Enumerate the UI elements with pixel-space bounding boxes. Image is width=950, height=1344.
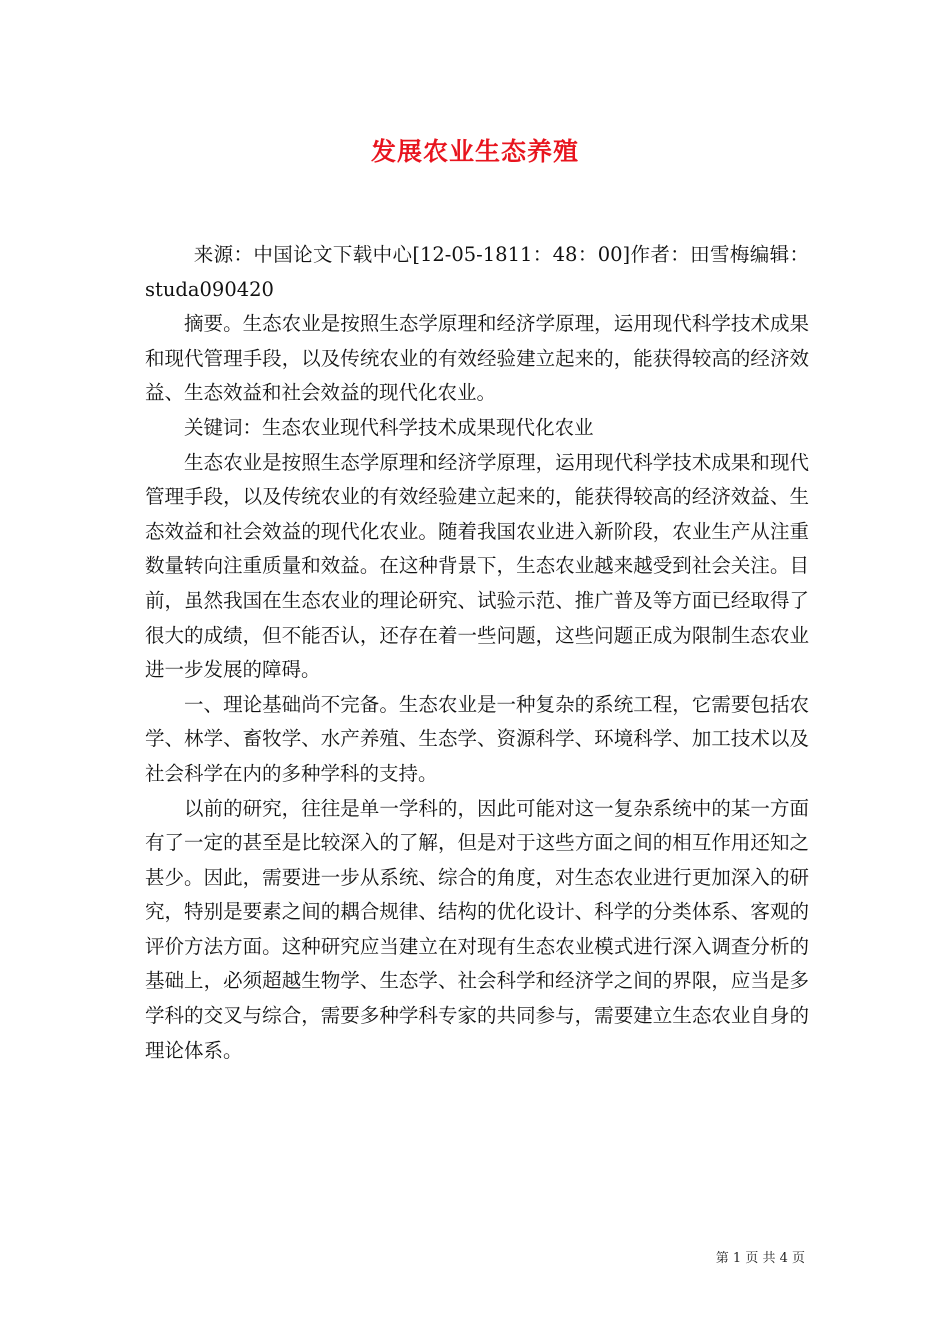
- body-paragraph: 以前的研究，往往是单一学科的，因此可能对这一复杂系统中的某一方面有了一定的甚至是比较深入的了解，但是对于这些方面之间的相互作用还知之甚少。因此，需要进一步从系统、综合的角度，对生态农业进行更加深入的研究，特别是要素之间的耦合规律、结构的优化设计、科学的分类体系、客观的评价方法方面。这种研究应当建立在对现有生态农业模式进行深入调查分析的基础上，必须超越生物学、生态学、社会科学和经济学之间的界限，应当是多学科的交叉与综合，需要多种学科专家的共同参与，需要建立生态农业自身的理论体系。: [145, 796, 809, 1062]
- page-number-footer: 第 1 页 共 4 页: [715, 1251, 805, 1266]
- document-title: 发展农业生态养殖: [370, 137, 579, 166]
- keywords-paragraph: 关键词：生态农业现代科学技术成果现代化农业: [184, 415, 594, 439]
- document-body: [145, 238, 809, 1068]
- source-line: 来源：中国论文下载中心[12-05-1811：48：00]作者：田雪梅编辑：studa090420: [145, 243, 809, 301]
- abstract-paragraph: 摘要。生态农业是按照生态学原理和经济学原理，运用现代科学技术成果和现代管理手段，以及传统农业的有效经验建立起来的，能获得较高的经济效益、生态效益和社会效益的现代化农业。: [145, 312, 809, 405]
- body-paragraph: 一、理论基础尚不完备。生态农业是一种复杂的系统工程，它需要包括农学、林学、畜牧学、水产养殖、生态学、资源科学、环境科学、加工技术以及社会科学在内的多种学科的支持。: [145, 692, 809, 785]
- body-paragraph: 生态农业是按照生态学原理和经济学原理，运用现代科学技术成果和现代管理手段，以及传统农业的有效经验建立起来的，能获得较高的经济效益、生态效益和社会效益的现代化农业。随着我国农业进入新阶段，农业生产从注重数量转向注重质量和效益。在这种背景下，生态农业越来越受到社会关注。目前，虽然我国在生态农业的理论研究、试验示范、推广普及等方面已经取得了很大的成绩，但不能否认，还存在着一些问题，这些问题正成为限制生态农业进一步发展的障碍。: [145, 450, 809, 682]
